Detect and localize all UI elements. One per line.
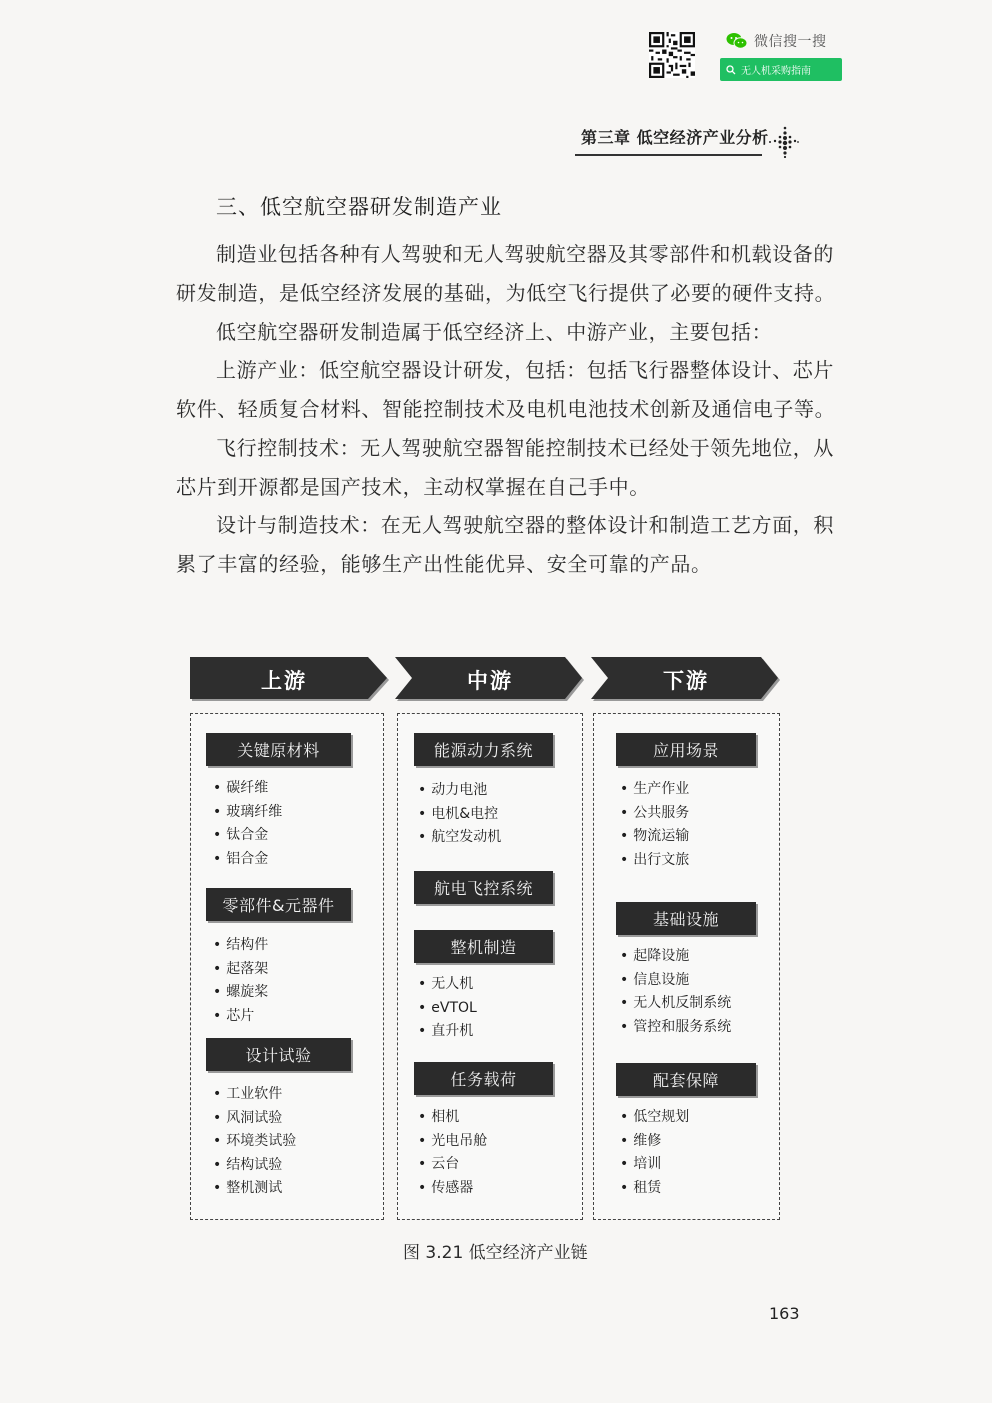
stage-label: 中游	[467, 669, 513, 693]
item-list	[620, 1106, 689, 1200]
chapter-underline	[575, 154, 762, 156]
page-number: 163	[769, 1304, 800, 1323]
list-item: • 工业软件	[213, 1083, 296, 1107]
category-box: 能源动力系统	[414, 733, 553, 766]
paragraph-line: 累了丰富的经验，能够生产出性能优异、安全可靠的产品。	[176, 552, 712, 576]
list-item: • 钛合金	[213, 824, 282, 848]
paragraph-line: 软件、轻质复合材料、智能控制技术及电机电池技术创新及通信电子等。	[176, 397, 836, 421]
qr-code-icon	[649, 32, 695, 78]
category-box: 关键原材料	[206, 733, 351, 766]
list-item: • 航空发动机	[418, 826, 501, 850]
list-item: • 动力电池	[418, 779, 501, 803]
list-item: • 起降设施	[620, 945, 731, 969]
item-list	[213, 934, 268, 1028]
item-list	[213, 1083, 296, 1201]
paragraph-line: 飞行控制技术：无人驾驶航空器智能控制技术已经处于领先地位，从	[216, 436, 834, 460]
list-item: • 光电吊舱	[418, 1130, 487, 1154]
search-box[interactable]	[720, 58, 842, 81]
list-item: • 无人机反制系统	[620, 992, 731, 1016]
search-box-text: 无人机采购指南	[741, 66, 811, 77]
list-item: • 结构试验	[213, 1154, 296, 1178]
list-item: • 租赁	[620, 1177, 689, 1201]
category-box: 基础设施	[616, 902, 756, 935]
list-item: • 出行文旅	[620, 849, 689, 873]
list-item: • 电机&电控	[418, 803, 501, 827]
list-item: • 生产作业	[620, 778, 689, 802]
wechat-logo-icon	[726, 32, 748, 50]
list-item: • 玻璃纤维	[213, 801, 282, 825]
stage-label: 上游	[261, 669, 307, 693]
item-list	[418, 973, 477, 1044]
item-list	[620, 778, 689, 872]
list-item: • 相机	[418, 1106, 487, 1130]
category-box: 配套保障	[616, 1063, 756, 1096]
stage-arrow-upstream	[190, 657, 390, 701]
list-item: • 直升机	[418, 1020, 477, 1044]
category-box: 任务载荷	[414, 1062, 553, 1095]
paragraph-line: 设计与制造技术：在无人驾驶航空器的整体设计和制造工艺方面，积	[216, 513, 834, 537]
section-title: 三、低空航空器研发制造产业	[216, 195, 502, 219]
list-item: • 铝合金	[213, 848, 282, 872]
wechat-search-label: 微信搜一搜	[754, 34, 827, 50]
item-list	[213, 777, 282, 871]
list-item: • 培训	[620, 1153, 689, 1177]
list-item: • 环境类试验	[213, 1130, 296, 1154]
paragraph-line: 芯片到开源都是国产技术，主动权掌握在自己手中。	[176, 475, 650, 499]
paragraph-line: 低空航空器研发制造属于低空经济上、中游产业，主要包括：	[216, 320, 773, 344]
list-item: • 物流运输	[620, 825, 689, 849]
list-item: • 传感器	[418, 1177, 487, 1201]
paragraph-line: 上游产业：低空航空器设计研发，包括：包括飞行器整体设计、芯片	[216, 358, 834, 382]
item-list	[620, 945, 731, 1039]
list-item: • eVTOL	[418, 997, 477, 1021]
wechat-search-header	[726, 31, 827, 51]
figure-caption: 图 3.21 低空经济产业链	[403, 1243, 588, 1263]
list-item: • 风洞试验	[213, 1107, 296, 1131]
list-item: • 维修	[620, 1130, 689, 1154]
list-item: • 云台	[418, 1153, 487, 1177]
paragraph-line: 制造业包括各种有人驾驶和无人驾驶航空器及其零部件和机载设备的	[216, 242, 834, 266]
list-item: • 起落架	[213, 958, 268, 982]
category-box: 航电飞控系统	[414, 871, 553, 904]
category-box: 整机制造	[414, 930, 553, 963]
item-list	[418, 1106, 487, 1200]
stage-label: 下游	[663, 669, 709, 693]
category-box: 设计试验	[206, 1038, 351, 1071]
list-item: • 公共服务	[620, 802, 689, 826]
dot-ornament-icon	[768, 124, 800, 158]
list-item: • 管控和服务系统	[620, 1016, 731, 1040]
search-icon	[726, 65, 736, 75]
stage-arrow-midstream	[395, 657, 595, 701]
list-item: • 芯片	[213, 1005, 268, 1029]
list-item: • 螺旋桨	[213, 981, 268, 1005]
list-item: • 信息设施	[620, 969, 731, 993]
category-box: 零部件&元器件	[206, 888, 351, 921]
chapter-title: 第三章 低空经济产业分析	[581, 128, 769, 147]
list-item: • 无人机	[418, 973, 477, 997]
stage-arrow-downstream	[591, 657, 791, 701]
list-item: • 低空规划	[620, 1106, 689, 1130]
list-item: • 结构件	[213, 934, 268, 958]
item-list	[418, 779, 501, 850]
list-item: • 碳纤维	[213, 777, 282, 801]
category-box: 应用场景	[616, 733, 756, 766]
paragraph-line: 研发制造，是低空经济发展的基础，为低空飞行提供了必要的硬件支持。	[176, 281, 836, 305]
list-item: • 整机测试	[213, 1177, 296, 1201]
